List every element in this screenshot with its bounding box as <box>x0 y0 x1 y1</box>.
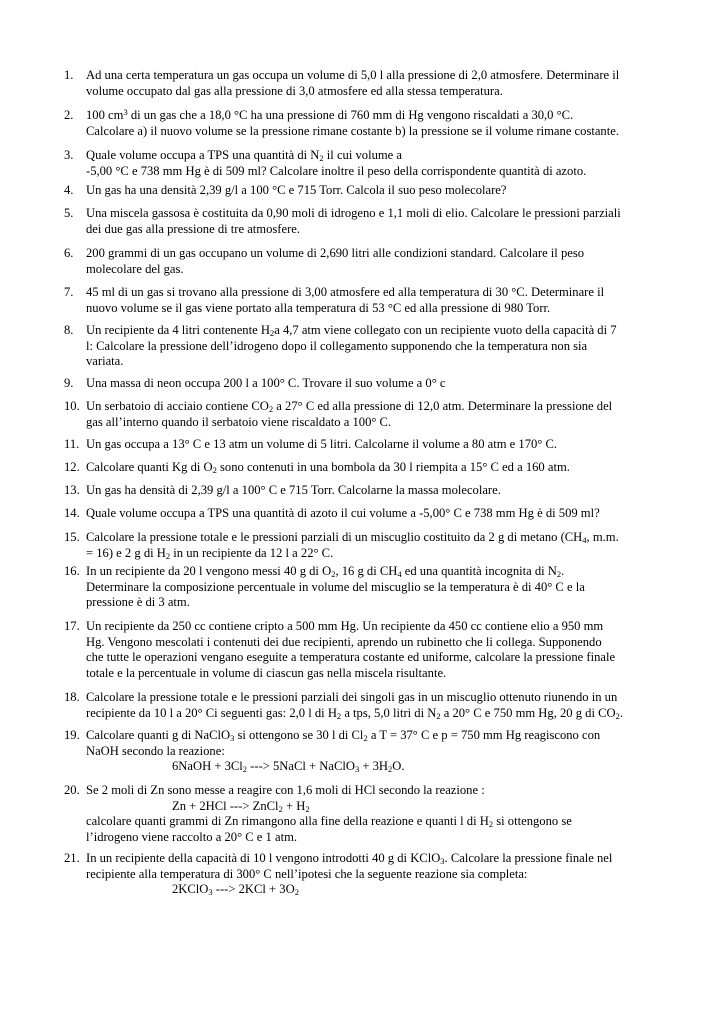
exercise-number: 9. <box>64 376 74 390</box>
exercise-line: NaOH secondo la reazione: <box>86 743 225 758</box>
exercise-line: Calcolare quanti g di NaClO$_3$ si ottengono se 30 l di $Cl_2$ a T = 37° C e p = 750 mm Hg reagiscono con <box>86 728 601 743</box>
exercise-line: variata. <box>86 354 124 369</box>
exercise-line: recipiente da 10 l a 20° Ci seguenti gas: 2,0 l di $H_2$ a tps, 5,0 litri di $N_2$ a 20° C e 750 mm Hg, 20 g di $CO_2$. <box>86 705 624 721</box>
exercise-line: Hg. Vengono mescolati i contenuti dei due recipienti, aprendo un rubinetto che li collega. Supponendo <box>86 634 602 649</box>
exercise-line: Quale volume occupa a TPS una quantità di $N_2$ il cui volume a <box>86 148 402 163</box>
exercise-line: 200 grammi di un gas occupano un volume di 2,690 litri alle condizioni standard. Calcolare il peso <box>86 246 585 260</box>
exercise-line: Un recipiente da 4 litri contenente $H_2a$ 4,7 atm viene collegato con un recipiente vuoto della capacità di 7 <box>86 323 617 338</box>
exercise-line: Calcolare a) il nuovo volume se la pressione rimane costante b) la pressione se il volume rimane costante. <box>86 123 619 138</box>
exercise-line: Una massa di neon occupa 200 l a 100° C. Trovare il suo volume a 0° c <box>86 376 446 390</box>
reaction-equation: 2KClO$_3$ ---> $2KCl + 3O_2$ <box>172 882 299 898</box>
exercise-text <box>86 206 664 237</box>
exercise-number: 12. <box>64 460 80 474</box>
exercise-line: Un serbatoio di acciaio contiene $CO_2$ a 27° C ed alla pressione di 12,0 atm. Determinare la pressione del <box>86 399 613 414</box>
exercise-line: Calcolare quanti Kg di $O_2$ sono contenuti in una bombola da 30 l riempita a 15° C ed a 160 atm. <box>86 460 570 475</box>
exercise-text <box>86 399 664 430</box>
exercise-line: Determinare la composizione percentuale in volume del miscuglio se la temperatura è di 40° C e la <box>86 579 585 594</box>
exercise-text <box>86 68 664 99</box>
exercise-line: -5,00 °C e 738 mm Hg è di 509 ml? Calcolare inoltre il peso della corrispondente quantità di azoto. <box>86 163 587 178</box>
exercise-number: 5. <box>64 206 74 220</box>
exercise-line: Calcolare la pressione totale e le pressioni parziali di un miscuglio costituito da 2 g di metano ($CH_4$, m.m. <box>86 530 619 545</box>
exercise-text <box>86 483 664 499</box>
exercise-line: 100 $cm^3$ di un gas che a 18,0 °C ha una pressione di 760 mm di Hg vengono riscaldati a 30,0 °C. <box>86 107 574 122</box>
exercise-text <box>86 285 664 316</box>
exercise-number: 14. <box>64 506 80 520</box>
exercise-text <box>86 728 664 775</box>
exercise-text <box>86 148 664 179</box>
exercise-number: 4. <box>64 183 74 197</box>
exercise-line: Calcolare la pressione totale e le pressioni parziali dei singoli gas in un miscuglio ottenuto riunendo in un <box>86 690 618 704</box>
exercise-text <box>86 690 664 721</box>
exercise-number: 2. <box>64 108 74 122</box>
exercise-number: 6. <box>64 246 74 260</box>
exercise-number: 18. <box>64 690 80 704</box>
exercise-line: = 16) e 2 g di $H_2$ in un recipiente da 12 l a 22° C. <box>86 545 334 561</box>
exercise-text <box>86 619 664 681</box>
exercise-line: Un gas occupa a 13° C e 13 atm un volume di 5 litri. Calcolarne il volume a 80 atm e 170° C. <box>86 437 558 451</box>
exercise-line: pressione è di 3 atm. <box>86 595 190 610</box>
exercise-number: 11. <box>64 437 80 451</box>
exercise-line: che tutte le operazioni vengano eseguite a temperatura costante ed uniforme, calcolare la pressione finale <box>86 650 616 665</box>
exercise-line: In un recipiente da 20 l vengono messi 40 g di $O_2$, 16 g di $CH_4$ ed una quantità incognita di $N_2$. <box>86 564 565 579</box>
exercise-text <box>86 530 664 561</box>
exercise-number: 17. <box>64 619 80 633</box>
exercise-line: In un recipiente della capacità di 10 l vengono introdotti 40 g di KClO$_3$. Calcolare la pressione finale nel <box>86 851 613 866</box>
exercise-text <box>86 460 664 476</box>
exercise-text <box>86 246 664 277</box>
exercise-line: l’idrogeno viene raccolto a 20° C e 1 atm. <box>86 829 298 844</box>
exercise-line: Un gas ha una densità 2,39 g/l a 100 °C e 715 Torr. Calcola il suo peso molecolare? <box>86 183 507 197</box>
exercise-text <box>86 437 664 453</box>
exercise-text <box>86 183 664 199</box>
exercise-number: 15. <box>64 530 80 544</box>
exercise-line: recipiente alla temperatura di 300° C nell’ipotesi che la seguente reazione sia completa: <box>86 866 528 881</box>
exercise-number: 19. <box>64 728 80 742</box>
exercise-line: molecolare del gas. <box>86 261 184 276</box>
exercise-number: 7. <box>64 285 74 299</box>
exercise-text <box>86 323 664 370</box>
exercise-line: Se 2 moli di Zn sono messe a reagire con 1,6 moli di HCl secondo la reazione : <box>86 783 485 797</box>
exercise-text <box>86 851 664 898</box>
exercise-number: 20. <box>64 783 80 797</box>
exercise-line: dei due gas alla pressione di tre atmosfere. <box>86 221 301 236</box>
exercise-line: Un gas ha densità di 2,39 g/l a 100° C e 715 Torr. Calcolarne la massa molecolare. <box>86 483 501 497</box>
exercise-line: totale e la percentuale in volume di ciascun gas nella miscela risultante. <box>86 665 447 680</box>
exercise-number: 8. <box>64 323 74 337</box>
exercise-line: 45 ml di un gas si trovano alla pressione di 3,00 atmosfere ed alla temperatura di 30 °C. Determinare il <box>86 285 605 299</box>
exercise-line: Quale volume occupa a TPS una quantità di azoto il cui volume a -5,00° C e 738 mm Hg è di 509 ml? <box>86 506 600 520</box>
exercise-text <box>86 506 664 522</box>
exercise-number: 13. <box>64 483 80 497</box>
exercise-line: Ad una certa temperatura un gas occupa un volume di 5,0 l alla pressione di 2,0 atmosfere. Determinare il <box>86 68 620 82</box>
exercise-number: 10. <box>64 399 80 413</box>
exercise-line: calcolare quanti grammi di Zn rimangono alla fine della reazione e quanti l di $H_2$ si ottengono se <box>86 814 572 830</box>
exercise-text <box>86 376 664 392</box>
exercise-line: Una miscela gassosa è costituita da 0,90 moli di idrogeno e 1,1 moli di elio. Calcolare le pressioni parziali <box>86 206 621 220</box>
exercise-line: l: Calcolare la pressione dell’idrogeno dopo il collegamento supponendo che la temperatura non sia <box>86 338 588 353</box>
reaction-equation: Zn + 2HCl ---> ZnCl$_2$ + $H_2$ <box>172 798 310 814</box>
exercise-text <box>86 564 664 611</box>
exercise-line: Un recipiente da 250 cc contiene cripto a 500 mm Hg. Un recipiente da 450 cc contiene elio a 950 mm <box>86 619 604 633</box>
exercise-line: nuovo volume se il gas viene portato alla temperatura di 53 °C ed alla pressione di 980 Torr. <box>86 300 551 315</box>
exercise-number: 21. <box>64 851 80 865</box>
exercise-number: 1. <box>64 68 74 82</box>
exercise-text <box>86 783 664 845</box>
reaction-equation: 6NaOH + $3Cl_2$ ---> 5NaCl + NaClO$_3$ + $3H_2O$. <box>172 759 405 775</box>
exercise-line: volume occupato dal gas alla pressione di 3,0 atmosfere ed alla stessa temperatura. <box>86 83 503 98</box>
exercise-text <box>86 108 664 139</box>
exercise-number: 16. <box>64 564 80 578</box>
exercise-number: 3. <box>64 148 74 162</box>
exercise-line: gas all’interno quando il serbatoio viene riscaldato a 100° C. <box>86 414 392 429</box>
